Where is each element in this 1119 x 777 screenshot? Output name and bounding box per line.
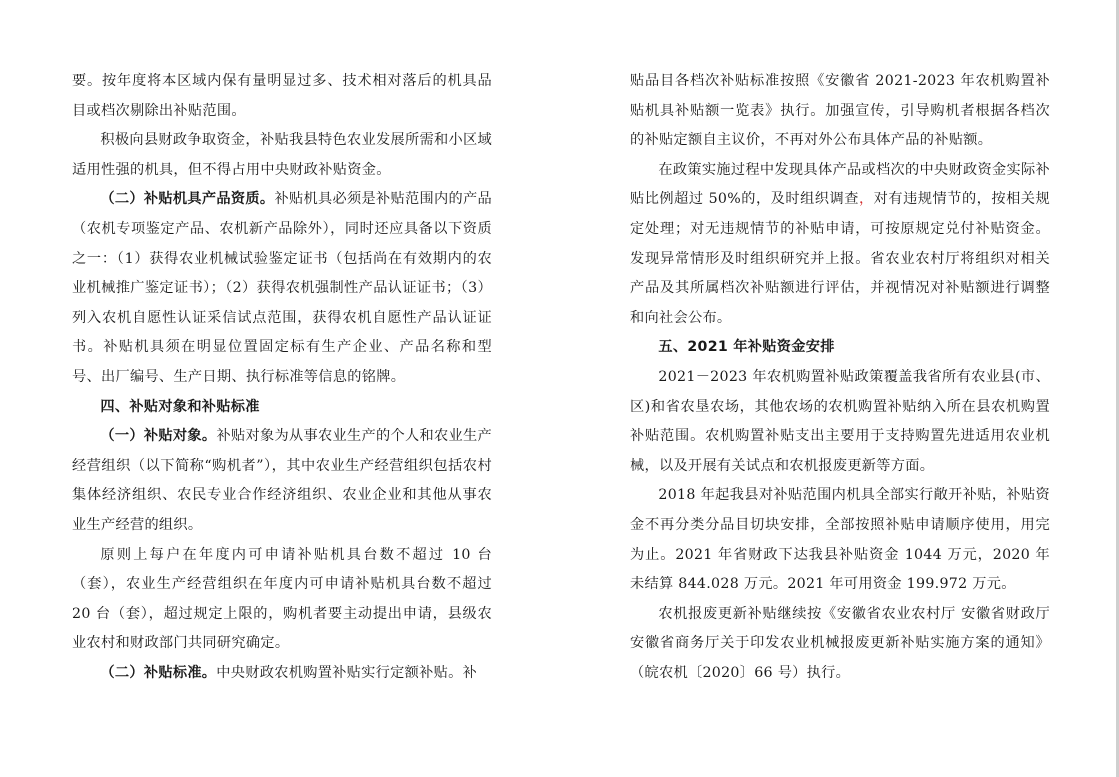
paragraph: 积极向县财政争取资金，补贴我县特色农业发展所需和小区域适用性强的机具，但不得占用中央财政补贴资金。 xyxy=(72,132,492,178)
right-column xyxy=(630,67,1050,688)
left-column xyxy=(72,67,492,688)
paragraph xyxy=(72,659,492,689)
paragraph: 原则上每户在年度内可申请补贴机具台数不超过 10 台（套），农业生产经营组织在年度内可申请补贴机具台数不超过 20 台（套），超过规定上限的，购机者要主动提出申请，县级农业农村和财政部门共同研究确定。 xyxy=(72,546,492,652)
red-mark: ， xyxy=(858,191,874,208)
paragraph: 农机报废更新补贴继续按《安徽省农业农村厅 安徽省财政厅 安徽省商务厅关于印发农业机械报废更新补贴实施方案的通知》（皖农机〔2020〕66 号）执行。 xyxy=(630,605,1050,681)
paragraph: 要。按年度将本区域内保有量明显过多、技术相对落后的机具品目或档次剔除出补贴范围。 xyxy=(72,73,492,119)
paragraph xyxy=(72,422,492,540)
paragraph-text: 补贴机具必须是补贴范围内的产品（农机专项鉴定产品、农机新产品除外），同时还应具备以下资质之一：（1）获得农业机械试验鉴定证书（包括尚在有效期内的农业机械推广鉴定证书）；（2）获得农机强制性产品认证证书；（3）列入农机自愿性认证采信试点范围，获得农机自愿性产品认证证书。补贴机具须在明显位置固定标有生产企业、产品名称和型号、出厂编号、生产日期、执行标准等信息的铭牌。 xyxy=(72,191,492,385)
paragraph: 2018 年起我县对补贴范围内机具全部实行敞开补贴，补贴资金不再分类分品目切块安排，全部按照补贴申请顺序使用，用完为止。2021 年省财政下达我县补贴资金 1044 万元，2020 年未结算 844.028 万元。2021 年可用资金 199.972 万元。 xyxy=(630,487,1050,593)
paragraph-text: 对有违规情节的，按相关规定处理；对无违规情节的补贴申请，可按原规定兑付补贴资金。发现异常情形及时组织研究并上报。省农业农村厅将组织对相关产品及其所属档次补贴额进行评估，并视情况对补贴额进行调整和向社会公布。 xyxy=(630,191,1050,326)
paragraph xyxy=(630,156,1050,334)
paragraph-text: 补贴对象为从事农业生产的个人和农业生产经营组织（以下简称“购机者”），其中农业生产经营组织包括农村集体经济组织、农民专业合作经济组织、农业企业和其他从事农业生产经营的组织。 xyxy=(72,428,493,533)
section-label: （一）补贴对象。 xyxy=(100,428,217,445)
paragraph: 2021－2023 年农机购置补贴政策覆盖我省所有农业县(市、区)和省农垦农场，其他农场的农机购置补贴纳入所在县农机购置补贴范围。农机购置补贴支出主要用于支持购置先进适用农业机械，以及开展有关试点和农机报废更新等方面。 xyxy=(630,368,1050,474)
section-label: （二）补贴机具产品资质。 xyxy=(100,191,275,208)
paragraph-text: 在政策实施过程中发现具体产品或档次的中央财政资金实际补贴比例超过 50%的，及时组织调查 xyxy=(630,161,1050,208)
paragraph-text: 中央财政农机购置补贴实行定额补贴。补 xyxy=(216,664,478,681)
section-heading: 五、2021 年补贴资金安排 xyxy=(658,339,835,356)
section-label: （二）补贴标准。 xyxy=(100,664,217,681)
paragraph: 贴品目各档次补贴标准按照《安徽省 2021-2023 年农机购置补贴机具补贴额一览表》执行。加强宣传，引导购机者根据各档次的补贴定额自主议价，不再对外公布具体产品的补贴额。 xyxy=(630,73,1050,149)
paragraph xyxy=(72,185,492,392)
section-heading: 四、补贴对象和补贴标准 xyxy=(100,398,260,415)
